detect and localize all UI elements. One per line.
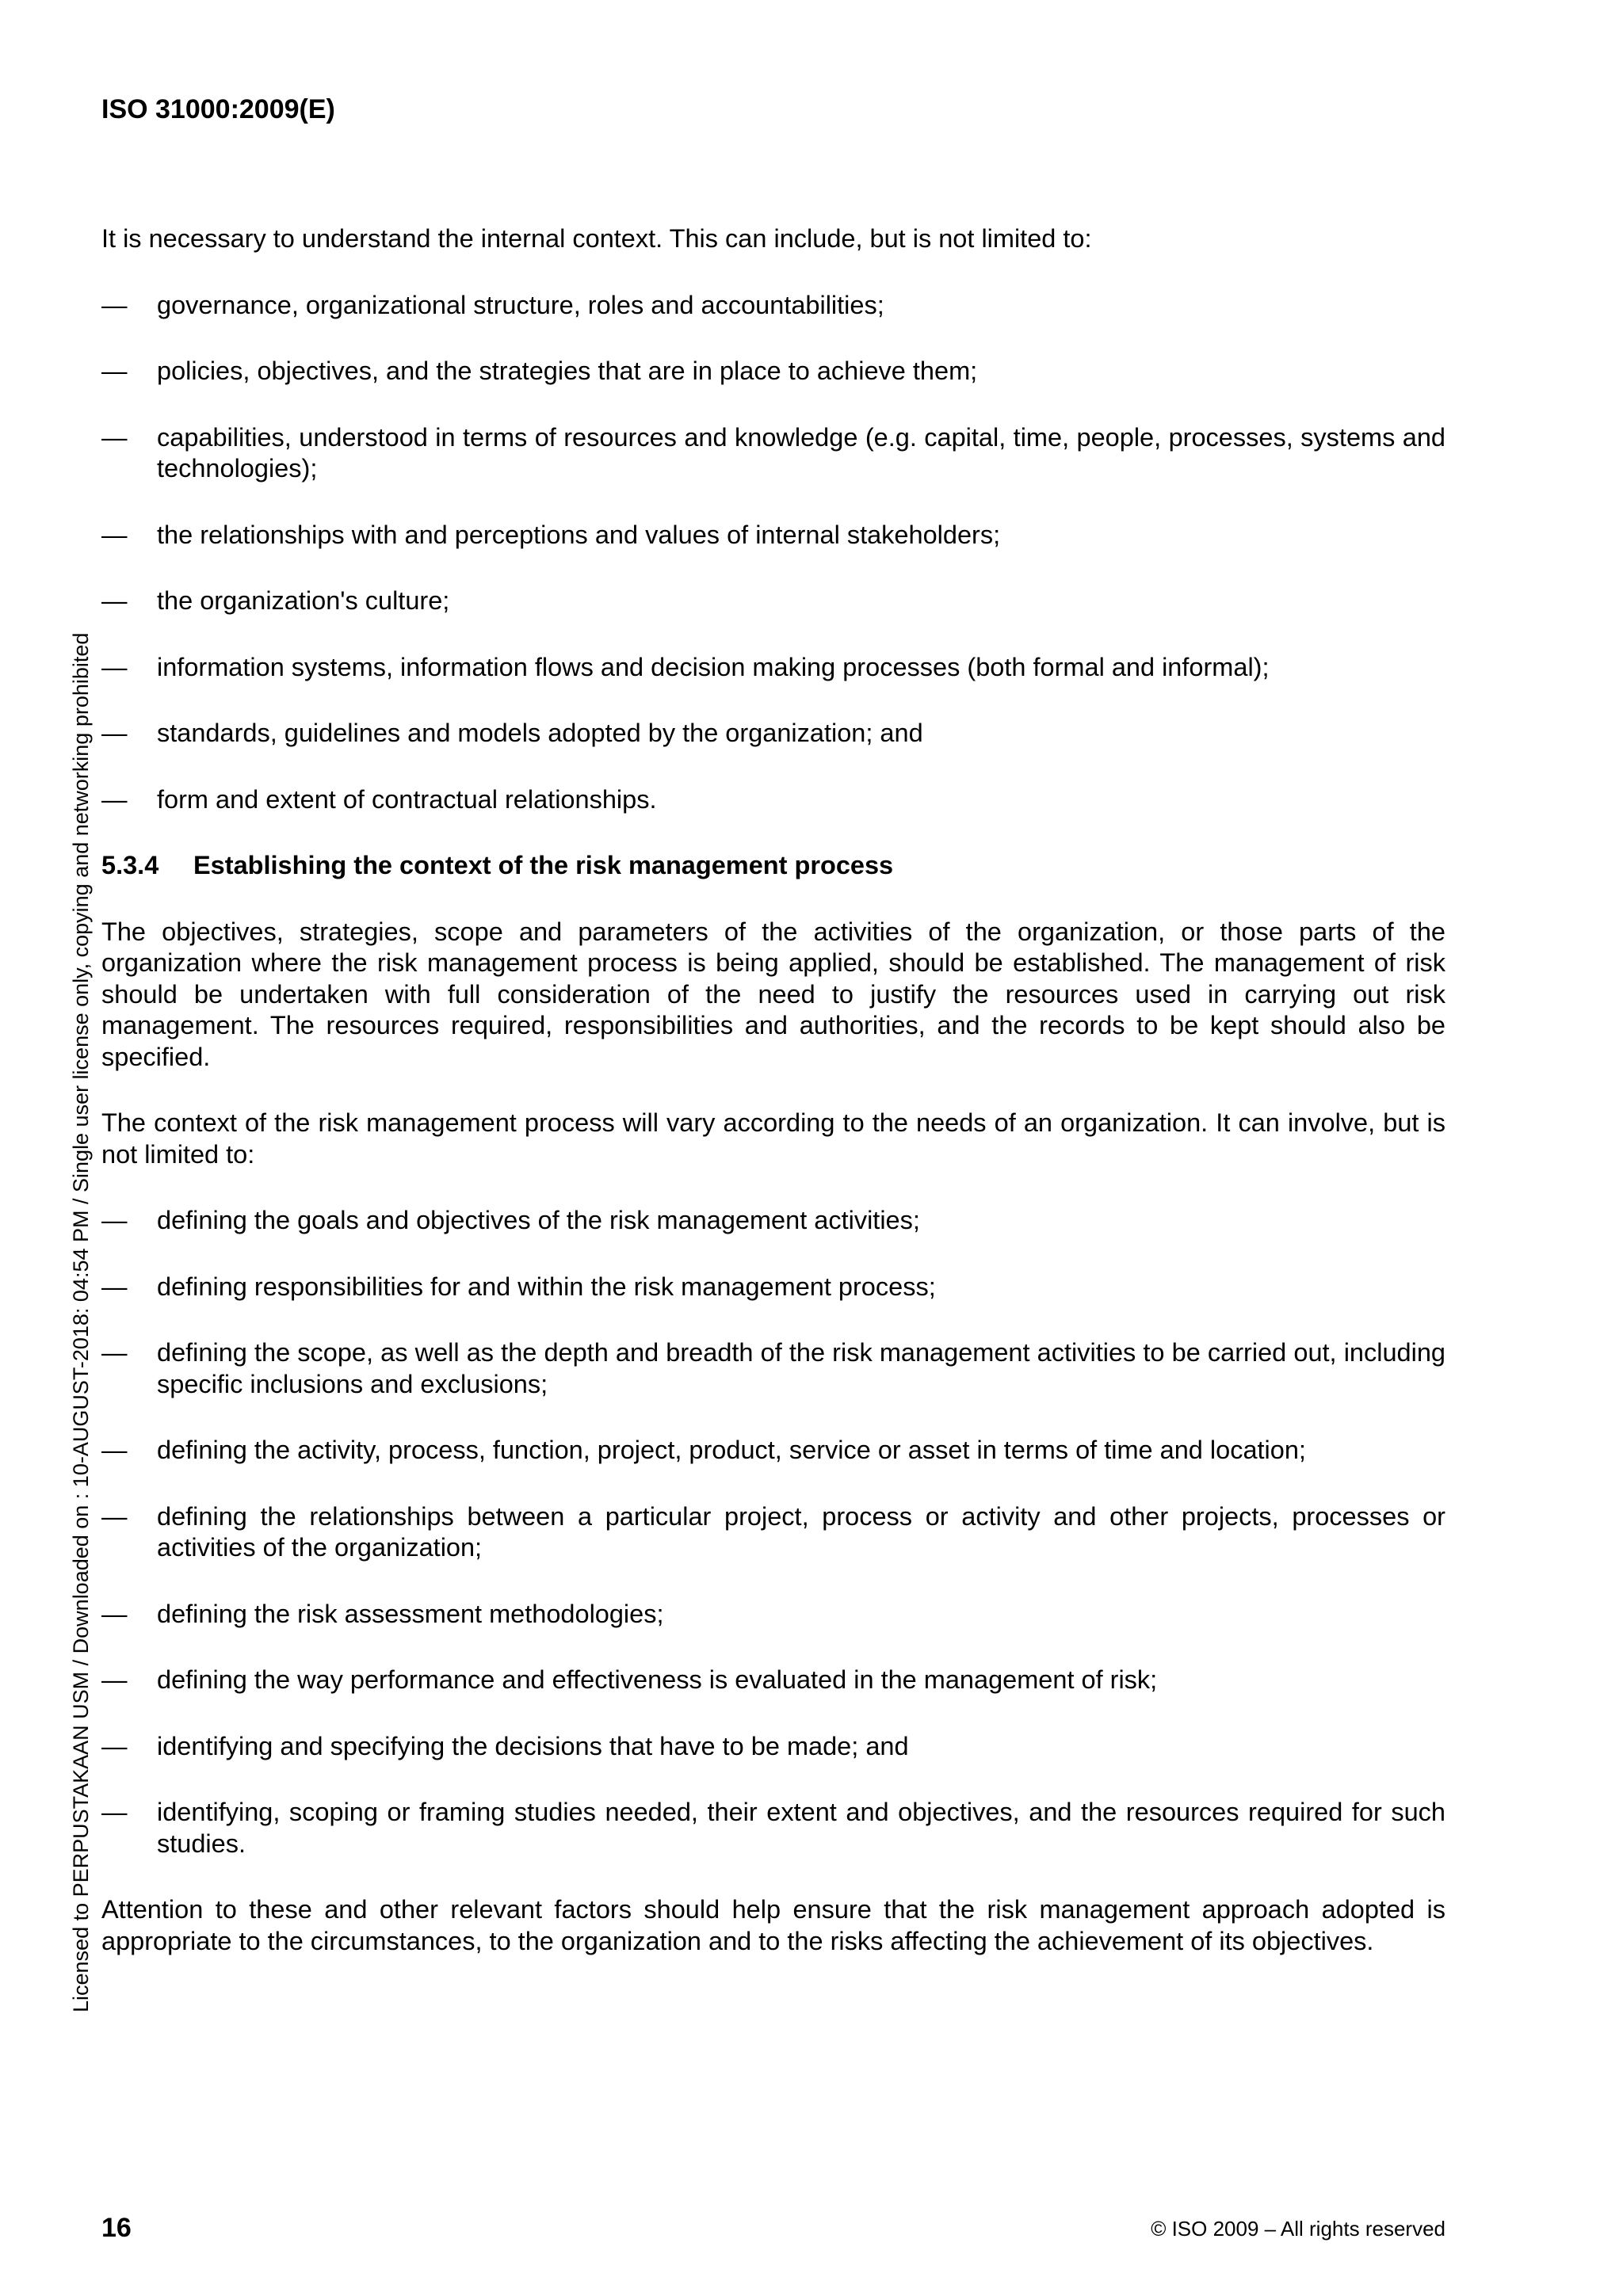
paragraph-objectives: The objectives, strategies, scope and parameters of the activities of the organization, or those parts of the organization where the risk management process is being applied, should be established. The management of risk should be undertaken with full consideration of the need to justify the resources used in carrying out risk management. The resources required, responsibilities and authorities, and the records to be kept should also be specified. bbox=[101, 917, 1445, 1071]
list-item: — defining the activity, process, function, project, product, service or asset in terms of time and location; bbox=[101, 1435, 1445, 1466]
list-item: — defining the scope, as well as the depth and breadth of the risk management activities to be carried out, including specific inclusions and exclusions; bbox=[101, 1338, 1445, 1398]
list-item: — defining responsibilities for and within the risk management process; bbox=[101, 1272, 1445, 1303]
dash-marker: — bbox=[101, 1731, 128, 1760]
document-body bbox=[101, 223, 1445, 1992]
section-title: Establishing the context of the risk management process bbox=[193, 851, 894, 879]
list-item: — policies, objectives, and the strategies that are in place to achieve them; bbox=[101, 356, 1445, 387]
list-item: — governance, organizational structure, roles and accountabilities; bbox=[101, 290, 1445, 322]
paragraph-context: The context of the risk management process will vary according to the needs of an organization. It can involve, but is not limited to: bbox=[101, 1108, 1445, 1169]
dash-marker: — bbox=[101, 1501, 128, 1531]
internal-context-list bbox=[101, 290, 1445, 816]
list-item: — defining the relationships between a particular project, process or activity and other projects, processes or activities of the organization; bbox=[101, 1501, 1445, 1562]
dash-marker: — bbox=[101, 1599, 128, 1628]
dash-marker: — bbox=[101, 1206, 128, 1234]
license-watermark: Licensed to PERPUSTAKAAN USM / Downloaded on : 10-AUGUST-2018: 04:54 PM / Single user license only, copying and networking prohibited bbox=[69, 632, 93, 2012]
dash-marker: — bbox=[101, 784, 128, 814]
dash-marker: — bbox=[101, 290, 128, 319]
dash-marker: — bbox=[101, 1338, 128, 1367]
list-item: — form and extent of contractual relationships. bbox=[101, 784, 1445, 816]
dash-marker: — bbox=[101, 719, 128, 747]
dash-marker: — bbox=[101, 1665, 128, 1694]
list-item: — defining the way performance and effectiveness is evaluated in the management of risk; bbox=[101, 1665, 1445, 1696]
paragraph-attention: Attention to these and other relevant factors should help ensure that the risk management approach adopted is appropriate to the circumstances, to the organization and to the risks affecting the achievement of its objectives. bbox=[101, 1895, 1445, 1955]
list-item: — identifying and specifying the decisions that have to be made; and bbox=[101, 1731, 1445, 1763]
dash-marker: — bbox=[101, 652, 128, 681]
dash-marker: — bbox=[101, 1272, 128, 1301]
dash-marker: — bbox=[101, 586, 128, 615]
list-item: — information systems, information flows and decision making processes (both formal and informal); bbox=[101, 652, 1445, 684]
copyright-notice: © ISO 2009 – All rights reserved bbox=[1151, 2217, 1445, 2241]
intro-paragraph: It is necessary to understand the internal context. This can include, but is not limited to: bbox=[101, 224, 1092, 253]
list-item: — standards, guidelines and models adopted by the organization; and bbox=[101, 718, 1445, 749]
dash-marker: — bbox=[101, 1436, 128, 1464]
document-header-title: ISO 31000:2009(E) bbox=[101, 94, 335, 124]
list-item: — identifying, scoping or framing studies needed, their extent and objectives, and the resources required for such studies. bbox=[101, 1798, 1445, 1858]
dash-marker: — bbox=[101, 357, 128, 385]
dash-marker: — bbox=[101, 1798, 128, 1826]
list-item: — defining the goals and objectives of the risk management activities; bbox=[101, 1205, 1445, 1237]
list-item: — the relationships with and perceptions and values of internal stakeholders; bbox=[101, 520, 1445, 551]
process-context-list bbox=[101, 1205, 1445, 1859]
dash-marker: — bbox=[101, 422, 128, 452]
dash-marker: — bbox=[101, 520, 128, 549]
list-item: — capabilities, understood in terms of resources and knowledge (e.g. capital, time, people, processes, systems and technologies); bbox=[101, 422, 1445, 482]
section-heading bbox=[101, 850, 1445, 882]
section-number: 5.3.4 bbox=[101, 851, 159, 879]
list-item: — the organization's culture; bbox=[101, 585, 1445, 617]
page-number: 16 bbox=[101, 2213, 132, 2243]
list-item: — defining the risk assessment methodologies; bbox=[101, 1599, 1445, 1630]
